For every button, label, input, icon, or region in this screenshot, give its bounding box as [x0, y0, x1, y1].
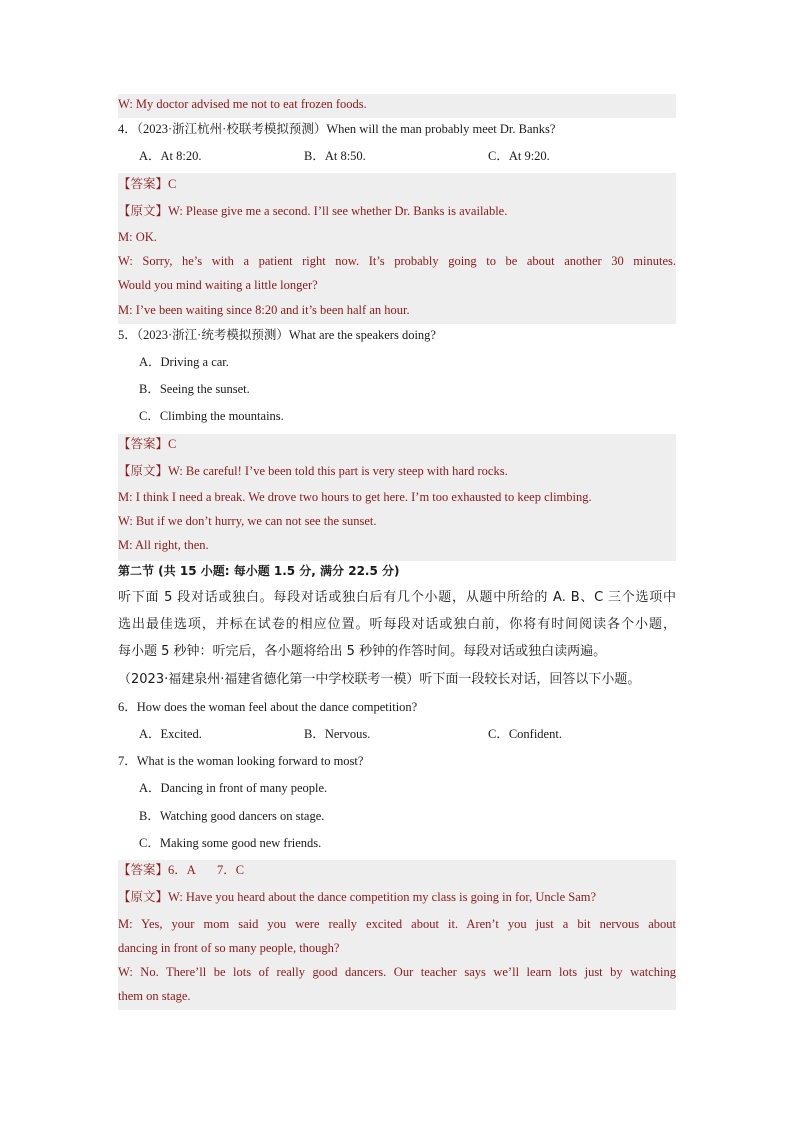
question-6-stem: 6．How does the woman feel about the dance competition? [118, 700, 418, 714]
q5-answer: 【答案】C [118, 437, 177, 451]
q4-option-a: A．At 8:20. [139, 149, 202, 163]
instructions-line-3: 每小题 5 秒钟：听完后，各小题将给出 5 秒钟的作答时间。每段对话或独白读两遍。 [118, 644, 607, 659]
question-7-stem: 7．What is the woman looking forward to most? [118, 754, 364, 768]
instructions-line-1: 听下面 5 段对话或独白。每段对话或独白后有几个小题，从题中所给的 A. B、C 三个选项中 [118, 590, 676, 605]
q67-transcript-line-4: W: No. There’ll be lots of really good dancers. Our teacher says we’ll learn lots just by watching [118, 965, 676, 979]
q5-option-b: B．Seeing the sunset. [139, 382, 250, 396]
q67-answer: 【答案】6．A 7．C [118, 863, 245, 877]
q4-transcript-line-4: Would you mind waiting a little longer? [118, 278, 318, 292]
q4-transcript-line-2: M: OK. [118, 230, 157, 244]
q4-option-b: B．At 8:50. [304, 149, 366, 163]
question-4-stem: 4．（2023·浙江杭州·校联考模拟预测）When will the man probably meet Dr. Banks? [118, 122, 556, 136]
q5-option-c: C．Climbing the mountains. [139, 409, 284, 423]
dialogue-source: （2023·福建泉州·福建省德化第一中学校联考一模）听下面一段较长对话，回答以下小题。 [118, 672, 641, 687]
q6-option-c: C．Confident. [488, 727, 562, 741]
q67-transcript-line-5: them on stage. [118, 989, 191, 1003]
q7-option-a: A．Dancing in front of many people. [139, 781, 328, 795]
q67-transcript-line-2: M: Yes, your mom said you were really excited about it. Aren’t you just a bit nervous about [118, 917, 676, 931]
q4-option-c: C．At 9:20. [488, 149, 550, 163]
q5-transcript-line-3: W: But if we don’t hurry, we can not see the sunset. [118, 514, 377, 528]
q4-transcript-line-1: 【原文】W: Please give me a second. I’ll see whether Dr. Banks is available. [118, 204, 508, 218]
q5-transcript-line-1: 【原文】W: Be careful! I’ve been told this part is very steep with hard rocks. [118, 464, 508, 478]
question-5-stem: 5．（2023·浙江·统考模拟预测）What are the speakers doing? [118, 328, 436, 342]
q6-option-b: B．Nervous. [304, 727, 371, 741]
q7-option-c: C．Making some good new friends. [139, 836, 322, 850]
q4-transcript-line-5: M: I’ve been waiting since 8:20 and it’s been half an hour. [118, 303, 410, 317]
q5-transcript-line-2: M: I think I need a break. We drove two hours to get here. I’m too exhausted to keep climbing. [118, 490, 592, 504]
transcript-line: W: My doctor advised me not to eat frozen foods. [118, 97, 367, 111]
q67-transcript-line-3: dancing in front of so many people, though? [118, 941, 340, 955]
q4-transcript-line-3: W: Sorry, he’s with a patient right now. It’s probably going to be about another 30 minutes. [118, 254, 676, 268]
q5-transcript-line-4: M: All right, then. [118, 538, 209, 552]
q6-option-a: A．Excited. [139, 727, 202, 741]
section-heading: 第二节 (共 15 小题: 每小题 1.5 分, 满分 22.5 分) [118, 564, 400, 578]
q4-answer: 【答案】C [118, 177, 177, 191]
q5-option-a: A．Driving a car. [139, 355, 229, 369]
q7-option-b: B．Watching good dancers on stage. [139, 809, 325, 823]
instructions-line-2: 选出最佳选项，并标在试卷的相应位置。听每段对话或独白前，你将有时间阅读各个小题， [118, 617, 676, 632]
q67-transcript-line-1: 【原文】W: Have you heard about the dance competition my class is going in for, Uncle Sam? [118, 890, 597, 904]
